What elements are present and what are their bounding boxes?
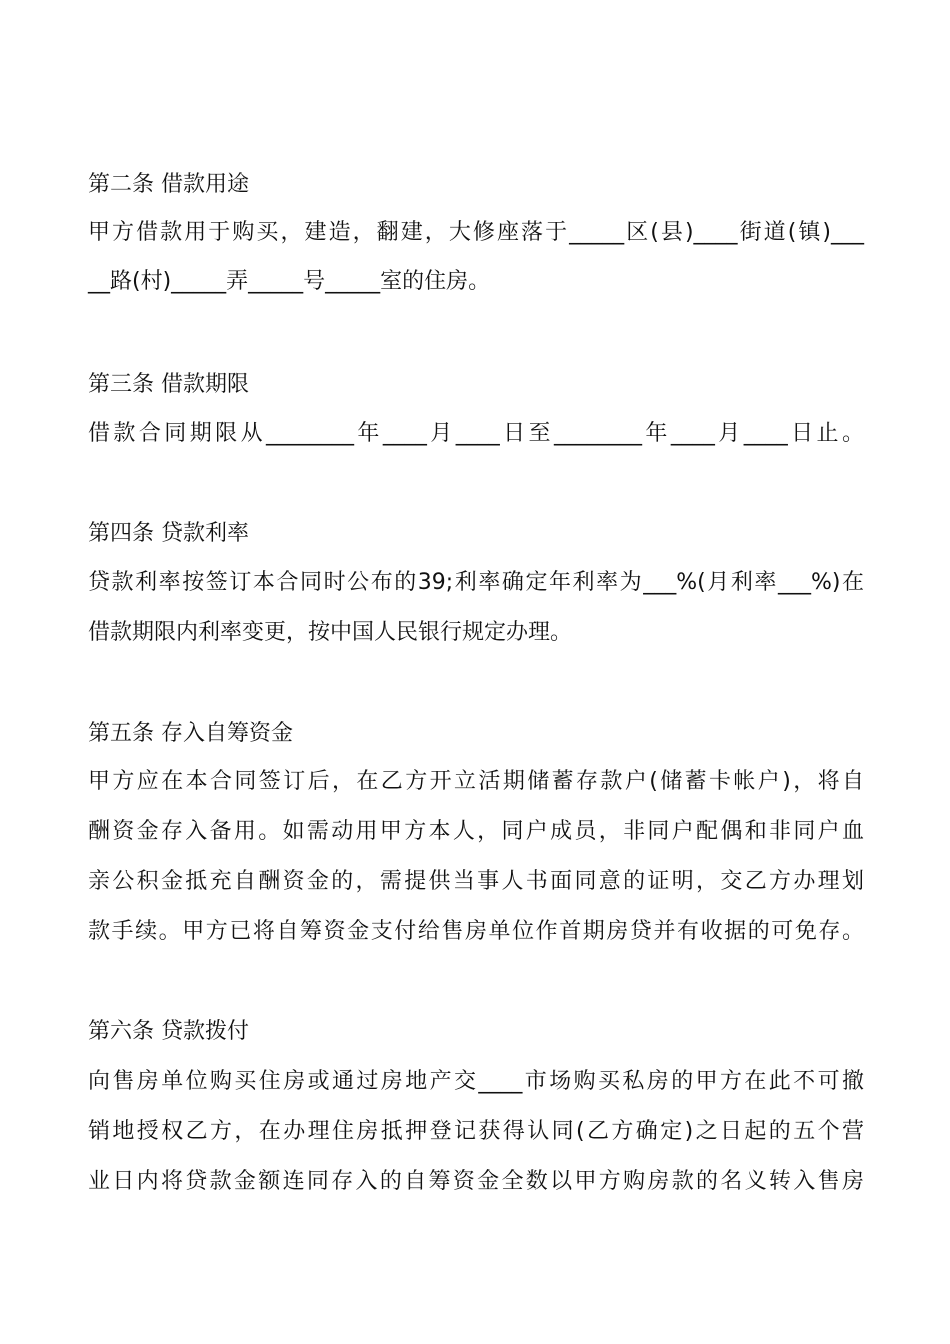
section-heading: 第四条 贷款利率 — [88, 521, 249, 546]
paragraph-line: 亲公积金抵充自酬资金的，需提供当事人书面同意的证明，交乙方办理划 — [88, 869, 864, 894]
paragraph-line: 借款期限内利率变更，按中国人民银行规定办理。 — [88, 620, 573, 645]
section-heading: 第六条 贷款拨付 — [88, 1019, 249, 1044]
paragraph-line: 款手续。甲方已将自筹资金支付给售房单位作首期房贷并有收据的可免存。 — [88, 919, 864, 944]
section-heading: 第五条 存入自筹资金 — [88, 721, 293, 746]
paragraph-line: 甲方借款用于购买，建造，翻建，大修座落于_____区(县)____街道(镇)___ — [88, 220, 864, 245]
section-heading: 第二条 借款用途 — [88, 172, 249, 197]
paragraph-line: 销地授权乙方，在办理住房抵押登记获得认同(乙方确定)之日起的五个营 — [88, 1119, 864, 1144]
paragraph-line: 甲方应在本合同签订后，在乙方开立活期储蓄存款户(储蓄卡帐户)，将自 — [88, 769, 864, 794]
paragraph-line: 酬资金存入备用。如需动用甲方本人，同户成员，非同户配偶和非同户血 — [88, 819, 864, 844]
section-heading: 第三条 借款期限 — [88, 372, 249, 397]
paragraph-line: 业日内将贷款金额连同存入的自筹资金全数以甲方购房款的名义转入售房 — [88, 1169, 864, 1194]
paragraph-line: 借款合同期限从________年____月____日至________年____月____日止。 — [88, 421, 864, 446]
paragraph-line: __路(村)_____弄_____号_____室的住房。 — [88, 269, 491, 294]
paragraph-line: 向售房单位购买住房或通过房地产交____市场购买私房的甲方在此不可撤 — [88, 1069, 864, 1094]
paragraph-line: 贷款利率按签订本合同时公布的39;利率确定年利率为___%(月利率___%)在 — [88, 570, 864, 595]
